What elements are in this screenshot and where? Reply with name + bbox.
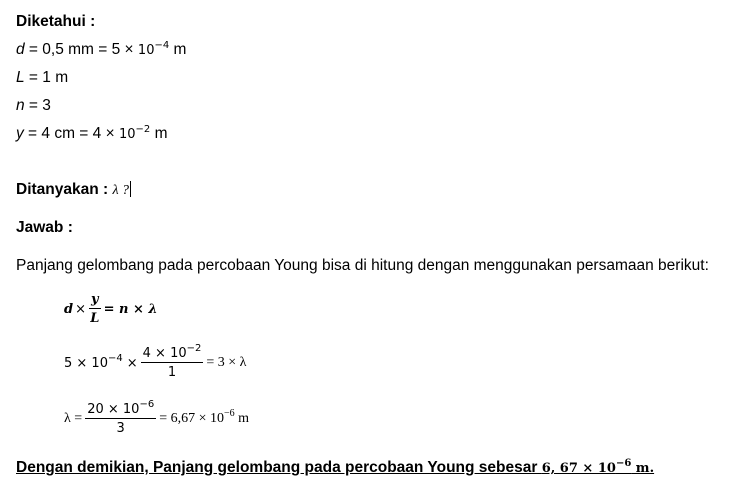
known-d-line: [16, 40, 186, 61]
equation-1: [64, 292, 158, 326]
y-power: [118, 124, 151, 142]
eq1-d: d: [64, 301, 74, 317]
eq1-numerator: y: [91, 292, 99, 307]
answer-intro: Panjang gelombang pada percobaan Young bisa di hitung dengan menggunakan persamaan berikut:: [16, 257, 709, 274]
conclusion-value: 6, $67 \times 10^{-6}$ m.: [541, 458, 655, 476]
asked-line: [16, 180, 131, 201]
y-unit: m: [150, 125, 168, 142]
asked-heading: Ditanyakan :: [16, 181, 109, 198]
eq2-fraction: [141, 343, 204, 380]
known-L-line: [16, 68, 68, 88]
d-power: [137, 40, 170, 58]
eq1-denominator: L: [90, 311, 100, 326]
var-n: n: [16, 97, 25, 114]
eq2-left: $5 \times 10^{-4}$: [64, 352, 123, 371]
n-value: = 3: [24, 97, 51, 114]
asked-symbol: λ ?: [112, 183, 130, 198]
var-L: L: [16, 69, 25, 86]
equation-2: [64, 343, 247, 380]
d-exponent: −4: [154, 40, 170, 51]
eq2-rhs: = 3 × λ: [206, 355, 247, 370]
eq3-rhs: = $6,67 \times 10^{-6}$ m: [159, 408, 250, 426]
var-d: d: [16, 41, 25, 58]
y-mantissa: 10: [118, 127, 136, 142]
equation-3: [64, 399, 250, 436]
L-value: = 1 m: [24, 69, 69, 86]
eq2-times: ×: [126, 355, 138, 371]
eq2-denominator: 1: [167, 365, 177, 380]
answer-heading: Jawab :: [16, 219, 73, 236]
known-n-line: [16, 96, 51, 116]
d-value: = 0,5 mm = 5 ×: [24, 41, 134, 58]
conclusion-text: Dengan demikian, Panjang gelombang pada percobaan Young sebesar: [16, 459, 542, 476]
eq1-fraction: [89, 292, 101, 326]
conclusion: [16, 458, 654, 479]
y-value: = 4 cm = 4 ×: [23, 125, 115, 142]
eq3-lhs: λ =: [64, 411, 83, 426]
eq3-numerator: $20 \times 10^{-6}$: [87, 399, 155, 417]
text-cursor: [130, 181, 131, 197]
eq1-rhs: = n × λ: [103, 301, 158, 317]
eq2-numerator: $4 \times 10^{-2}$: [142, 343, 202, 361]
d-mantissa: 10: [137, 43, 155, 58]
eq3-denominator: 3: [116, 421, 125, 436]
var-y: y: [16, 125, 24, 142]
eq1-times: ×: [75, 301, 86, 317]
d-unit: m: [169, 41, 187, 58]
y-exponent: −2: [135, 124, 151, 135]
known-heading: Diketahui :: [16, 13, 96, 30]
eq3-fraction: [85, 399, 156, 436]
known-y-line: [16, 124, 167, 145]
